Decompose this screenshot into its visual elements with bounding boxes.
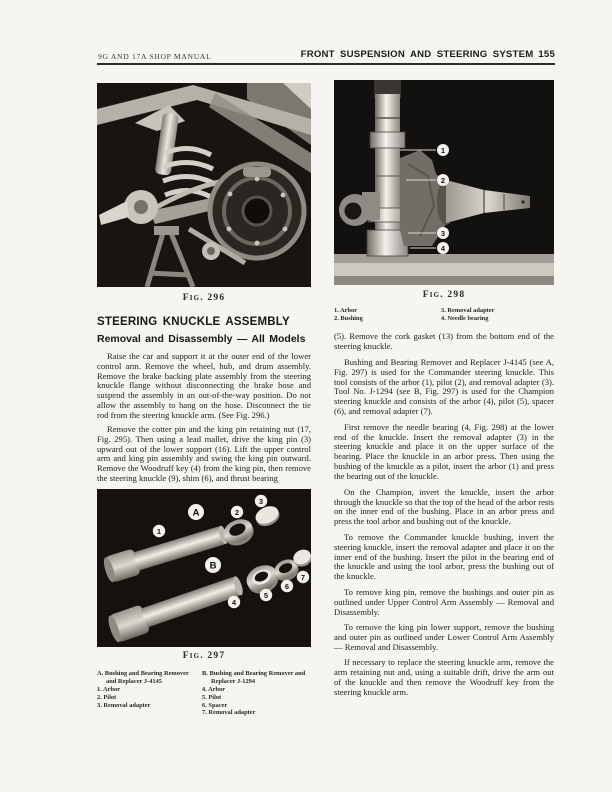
header-rule [97,63,555,65]
legend-item: 5. Pilot [202,693,222,701]
legend-item: 2. Pilot [97,693,117,701]
legend-item: 4. Needle bearing [441,314,489,322]
section-heading: STEERING KNUCKLE ASSEMBLY [97,316,290,328]
svg-text:4: 4 [231,597,237,607]
svg-text:1: 1 [156,526,162,536]
figure-297-legend-column-b [202,670,311,717]
svg-text:7: 7 [300,572,306,582]
figure-298-photo-knuckle-press [334,80,554,285]
figure-298-legend-column-left [334,307,441,322]
body-paragraph: To remove the king pin lower support, remove the bushing and outer pin as outlined under Lower Control Arm Assembly — Removal and Disassembly. [334,621,554,652]
figure-297-photo-tool-sets [97,489,311,647]
figure-298-caption: Fig. 298 [422,290,466,300]
legend-item: 6. Spacer [202,701,228,709]
svg-text:5: 5 [263,590,269,600]
svg-text:B: B [209,560,217,572]
legend-item: 1. Arbor [97,686,121,694]
svg-text:1: 1 [440,145,446,155]
header-manual-title: 9G AND 17A SHOP MANUAL [98,52,212,61]
figure-297-legend [97,670,311,717]
legend-title-b: B. Bushing and Bearing Remover and Replacer J-1294 [202,669,306,685]
legend-item: 7. Removal adapter [202,709,256,717]
header-section-title [301,49,555,60]
svg-text:4: 4 [440,243,446,253]
legend-item: 3. Removal adapter [441,307,495,314]
body-paragraph: If necessary to replace the steering knuckle arm, remove the arm retaining nut and, using a suitable drift, drive the arm out of the knuckle and then remove the Woodruff key from the steering knuckle arm. [334,657,554,697]
body-paragraph: Remove the cotter pin and the king pin retaining nut (17, Fig. 295). Then using a lead mallet, drive the king pin (3) upward out of the lower support (16). Lift the upper control arm and king pin assembly and swing the king pin outward. Remove the Woodruff key (4) from the king pin, then remove the steering knuckle (9), shim (6), and thrust bearing [97,424,311,484]
body-paragraph: Bushing and Bearing Remover and Replacer J-4145 (see A, Fig. 297) is used for the Commander steering knuckle. This tool consists of the arbor (1), pilot (2), and removal adapter (3). Tool No. J-1294 (see B, Fig. 297) is used for the Champion steering knuckle and consists of the arbor (4), pilot (5), spacer (6), and removal adapter (7). [334,356,554,417]
body-paragraph: (5). Remove the cork gasket (13) from the bottom end of the steering knuckle. [334,331,554,352]
body-paragraph: First remove the needle bearing (4, Fig. 298) at the lower end of the knuckle. Insert the removal adapter (3) in the steering knuckle and place it on the upper surface of the bearing. Place the knuckle in an arbor press. Then using the bushing of the knuckle as a pilot, insert the arbor (1) and press the bearing out of the knuckle. [334,421,554,482]
right-column [334,80,554,698]
svg-text:3: 3 [258,496,264,506]
legend-title-a: A. Bushing and Bearing Remover and Replacer J-4145 [97,669,189,685]
page-number: 155 [538,49,555,60]
figure-296-photo-front-suspension [97,83,311,287]
left-column [97,83,311,717]
legend-item: 3. Removal adapter [97,701,151,709]
svg-text:A: A [192,507,200,519]
figure-298-legend [334,307,554,322]
subsection-heading: Removal and Disassembly — All Models [97,333,306,345]
figure-297-caption: Fig. 297 [182,650,226,661]
svg-text:2: 2 [234,507,240,517]
svg-text:3: 3 [440,228,446,238]
body-paragraph: To remove the Commander knuckle bushing, invert the steering knuckle, insert the removal adapter and place it on the inner end of the bushing. Insert the pilot in the bearing end of the knuckle and using the tool arbor, press the bushing out of the knuckle. [334,531,554,582]
legend-item: 2. Bushing [334,314,363,322]
legend-item: 4. Arbor [202,686,226,694]
svg-text:6: 6 [284,581,290,591]
body-paragraph: To remove king pin, remove the bushings and outer pin as outlined under Upper Control Arm Assembly — Removal and Disassembly. [334,586,554,617]
figure-298-legend-column-right [441,307,554,322]
body-paragraph: Raise the car and support it at the outer end of the lower control arm. Remove the wheel, hub, and drum assembly. Remove the brake backing plate assembly from the steering knuckle flange without disconnecting the brake hose and suspend the assembly in an out-of-the-way position. Do not allow the assembly to hang on the hose. Disconnect the tie rod from the steering knuckle arm. (See Fig. 296.) [97,351,311,420]
legend-item: 1. Arbor [334,307,358,314]
body-paragraph: On the Champion, invert the knuckle, insert the arbor through the knuckle so that the top of the head of the arbor rests on the inner end of the bushing. Place in an arbor press and press the tool arbor and bushing out of the knuckle. [334,486,554,527]
figure-297-legend-column-a [97,670,192,717]
header-section-text: FRONT SUSPENSION AND STEERING SYSTEM [300,49,534,60]
figure-296-caption: Fig. 296 [182,293,226,303]
svg-text:2: 2 [440,175,446,185]
